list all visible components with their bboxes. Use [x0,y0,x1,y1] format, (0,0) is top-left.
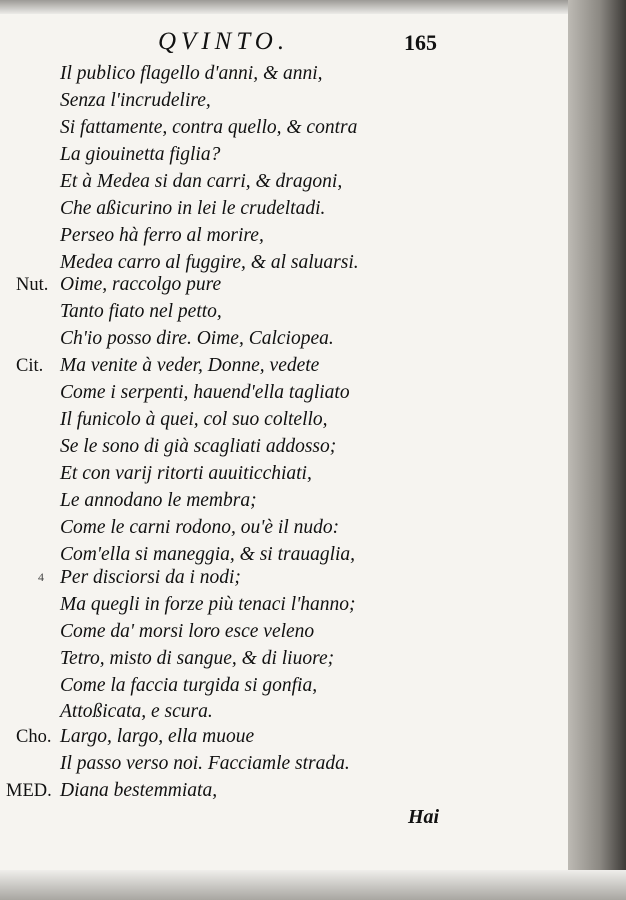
verse-line: Come i serpenti, hauend'ella tagliato [60,382,350,403]
verse-line: Il publico flagello d'anni, & anni, [60,63,323,84]
verse-line: Tanto fiato nel petto, [60,301,222,322]
page-bottom-shadow [0,870,626,900]
speaker-label-med: MED. [6,781,52,801]
verse-line: Le annodano le membra; [60,490,257,511]
verse-line: Et à Medea si dan carri, & dragoni, [60,171,343,192]
running-head: QVINTO. [158,28,290,55]
page-top-shadow [0,0,626,14]
verse-line: Ma quegli in forze più tenaci l'hanno; [60,594,356,615]
verse-line: Ch'io posso dire. Oime, Calciopea. [60,328,334,349]
verse-line: Come la faccia turgida si gonfia, [60,675,318,696]
verse-line: Si fattamente, contra quello, & contra [60,117,358,138]
verse-line: La giouinetta figlia? [60,144,221,165]
verse-line: Come le carni rodono, ou'è il nudo: [60,517,340,538]
verse-line: Il passo verso noi. Facciamle strada. [60,753,350,774]
verse-line: Com'ella si maneggia, & si trauaglia, [60,544,356,565]
verse-line: Et con varij ritorti auuiticchiati, [60,463,312,484]
page-gutter-shadow [568,0,626,900]
page-number: 165 [404,30,437,55]
verse-line: Ma venite à veder, Donne, vedete [60,355,320,376]
speaker-label-cho: Cho. [16,727,52,747]
verse-line: Oime, raccolgo pure [60,274,222,295]
verse-line: Per disciorsi da i nodi; [60,567,241,588]
margin-mark: 4 [38,570,44,584]
verse-line: Attoßicata, e scura. [60,701,213,722]
verse-line: Medea carro al fuggire, & al saluarsi. [60,252,359,273]
verse-line: Se le sono di già scagliati addosso; [60,436,337,457]
verse-line: Tetro, misto di sangue, & di liuore; [60,648,335,669]
verse-line: Perseo hà ferro al morire, [60,225,264,246]
verse-line: Come da' morsi loro esce veleno [60,621,315,642]
verse-line: Il funicolo à quei, col suo coltello, [60,409,328,430]
verse-line: Che aßicurino in lei le crudeltadi. [60,198,326,219]
verse-line: Diana bestemmiata, [60,780,218,801]
speaker-label-cit: Cit. [16,356,44,376]
verse-line: Senza l'incrudelire, [60,90,211,111]
speaker-label-nut: Nut. [16,275,49,295]
verse-line: Largo, largo, ella muoue [60,726,255,747]
catchword: Hai [408,806,440,828]
